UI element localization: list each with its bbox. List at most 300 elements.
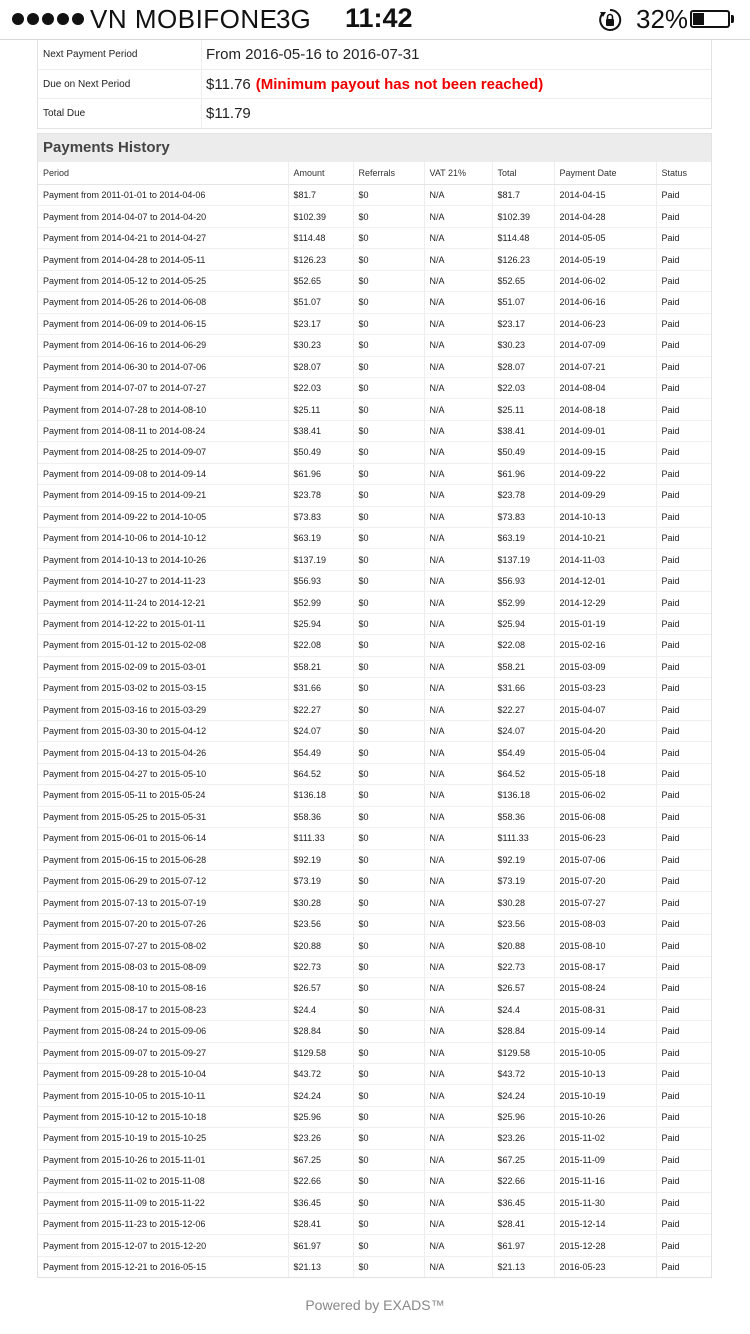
cell-vat: N/A xyxy=(424,720,492,741)
cell-amount: $52.65 xyxy=(288,270,353,291)
cell-total: $25.11 xyxy=(492,399,554,420)
cell-period: Payment from 2015-04-27 to 2015-05-10 xyxy=(38,763,288,784)
cell-vat: N/A xyxy=(424,699,492,720)
cell-period: Payment from 2014-12-22 to 2015-01-11 xyxy=(38,613,288,634)
table-row xyxy=(38,335,711,356)
cell-payment-date: 2015-07-27 xyxy=(554,892,656,913)
cell-status: Paid xyxy=(656,1063,711,1084)
cell-period: Payment from 2014-09-08 to 2014-09-14 xyxy=(38,463,288,484)
cell-referrals: $0 xyxy=(353,720,424,741)
table-row xyxy=(38,528,711,549)
cell-vat: N/A xyxy=(424,356,492,377)
cell-period: Payment from 2015-05-25 to 2015-05-31 xyxy=(38,806,288,827)
cell-amount: $61.97 xyxy=(288,1235,353,1256)
cell-amount: $24.24 xyxy=(288,1085,353,1106)
cell-status: Paid xyxy=(656,1106,711,1127)
cell-vat: N/A xyxy=(424,592,492,613)
table-row xyxy=(38,1256,711,1277)
cell-payment-date: 2015-11-09 xyxy=(554,1149,656,1170)
cell-payment-date: 2014-09-01 xyxy=(554,420,656,441)
cell-status: Paid xyxy=(656,656,711,677)
cell-referrals: $0 xyxy=(353,420,424,441)
cell-total: $73.83 xyxy=(492,506,554,527)
signal-dots-icon xyxy=(12,13,84,25)
cell-status: Paid xyxy=(656,742,711,763)
cell-amount: $25.96 xyxy=(288,1106,353,1127)
summary-label: Due on Next Period xyxy=(43,78,131,90)
cell-amount: $23.56 xyxy=(288,913,353,934)
cell-status: Paid xyxy=(656,849,711,870)
cell-referrals: $0 xyxy=(353,892,424,913)
network-type: 3G xyxy=(276,4,311,34)
cell-referrals: $0 xyxy=(353,377,424,398)
cell-payment-date: 2015-03-09 xyxy=(554,656,656,677)
cell-referrals: $0 xyxy=(353,1021,424,1042)
cell-status: Paid xyxy=(656,185,711,206)
cell-period: Payment from 2011-01-01 to 2014-04-06 xyxy=(38,185,288,206)
cell-period: Payment from 2014-04-07 to 2014-04-20 xyxy=(38,206,288,227)
cell-status: Paid xyxy=(656,506,711,527)
cell-total: $20.88 xyxy=(492,935,554,956)
table-row xyxy=(38,570,711,591)
cell-amount: $67.25 xyxy=(288,1149,353,1170)
cell-amount: $114.48 xyxy=(288,227,353,248)
table-row xyxy=(38,1149,711,1170)
cell-total: $22.66 xyxy=(492,1171,554,1192)
cell-amount: $25.94 xyxy=(288,613,353,634)
cell-vat: N/A xyxy=(424,528,492,549)
cell-status: Paid xyxy=(656,1214,711,1235)
table-row xyxy=(38,356,711,377)
cell-payment-date: 2015-12-14 xyxy=(554,1214,656,1235)
cell-period: Payment from 2014-08-25 to 2014-09-07 xyxy=(38,442,288,463)
cell-status: Paid xyxy=(656,292,711,313)
cell-total: $21.13 xyxy=(492,1256,554,1277)
cell-total: $28.41 xyxy=(492,1214,554,1235)
summary-label: Total Due xyxy=(43,108,86,120)
cell-status: Paid xyxy=(656,592,711,613)
cell-total: $67.25 xyxy=(492,1149,554,1170)
cell-period: Payment from 2015-07-20 to 2015-07-26 xyxy=(38,913,288,934)
cell-payment-date: 2015-09-14 xyxy=(554,1021,656,1042)
table-row xyxy=(38,185,711,206)
cell-total: $111.33 xyxy=(492,828,554,849)
table-row xyxy=(38,549,711,570)
cell-amount: $22.08 xyxy=(288,635,353,656)
cell-total: $54.49 xyxy=(492,742,554,763)
cell-status: Paid xyxy=(656,442,711,463)
cell-amount: $63.19 xyxy=(288,528,353,549)
cell-amount: $22.73 xyxy=(288,956,353,977)
cell-period: Payment from 2014-07-28 to 2014-08-10 xyxy=(38,399,288,420)
cell-amount: $31.66 xyxy=(288,678,353,699)
table-row xyxy=(38,1063,711,1084)
cell-referrals: $0 xyxy=(353,656,424,677)
table-row xyxy=(38,592,711,613)
cell-referrals: $0 xyxy=(353,356,424,377)
cell-payment-date: 2014-09-29 xyxy=(554,485,656,506)
cell-total: $58.36 xyxy=(492,806,554,827)
cell-referrals: $0 xyxy=(353,871,424,892)
cell-amount: $73.19 xyxy=(288,871,353,892)
cell-payment-date: 2015-12-28 xyxy=(554,1235,656,1256)
summary-value xyxy=(201,70,711,99)
cell-status: Paid xyxy=(656,313,711,334)
column-header-total: Total xyxy=(492,162,554,185)
cell-status: Paid xyxy=(656,635,711,656)
payments-table xyxy=(38,162,711,1277)
cell-period: Payment from 2015-08-10 to 2015-08-16 xyxy=(38,978,288,999)
cell-status: Paid xyxy=(656,956,711,977)
cell-period: Payment from 2015-10-12 to 2015-10-18 xyxy=(38,1106,288,1127)
cell-status: Paid xyxy=(656,871,711,892)
cell-status: Paid xyxy=(656,763,711,784)
cell-amount: $58.36 xyxy=(288,806,353,827)
cell-total: $36.45 xyxy=(492,1192,554,1213)
cell-referrals: $0 xyxy=(353,1106,424,1127)
cell-total: $22.08 xyxy=(492,635,554,656)
table-row xyxy=(38,292,711,313)
cell-period: Payment from 2014-10-06 to 2014-10-12 xyxy=(38,528,288,549)
cell-amount: $36.45 xyxy=(288,1192,353,1213)
cell-amount: $73.83 xyxy=(288,506,353,527)
cell-status: Paid xyxy=(656,249,711,270)
cell-vat: N/A xyxy=(424,635,492,656)
cell-total: $23.17 xyxy=(492,313,554,334)
table-row xyxy=(38,1085,711,1106)
cell-referrals: $0 xyxy=(353,956,424,977)
cell-period: Payment from 2014-08-11 to 2014-08-24 xyxy=(38,420,288,441)
cell-payment-date: 2014-10-13 xyxy=(554,506,656,527)
table-row xyxy=(38,699,711,720)
cell-payment-date: 2014-09-15 xyxy=(554,442,656,463)
cell-status: Paid xyxy=(656,699,711,720)
table-row xyxy=(38,656,711,677)
cell-period: Payment from 2015-11-23 to 2015-12-06 xyxy=(38,1214,288,1235)
cell-referrals: $0 xyxy=(353,292,424,313)
cell-total: $52.65 xyxy=(492,270,554,291)
cell-amount: $51.07 xyxy=(288,292,353,313)
cell-amount: $61.96 xyxy=(288,463,353,484)
cell-payment-date: 2015-06-02 xyxy=(554,785,656,806)
column-header-referrals: Referrals xyxy=(353,162,424,185)
cell-amount: $30.28 xyxy=(288,892,353,913)
cell-vat: N/A xyxy=(424,806,492,827)
table-row xyxy=(38,956,711,977)
cell-period: Payment from 2014-06-09 to 2014-06-15 xyxy=(38,313,288,334)
cell-payment-date: 2015-06-23 xyxy=(554,828,656,849)
table-row xyxy=(38,270,711,291)
cell-payment-date: 2015-10-13 xyxy=(554,1063,656,1084)
cell-vat: N/A xyxy=(424,1149,492,1170)
table-row xyxy=(38,463,711,484)
cell-period: Payment from 2014-04-21 to 2014-04-27 xyxy=(38,227,288,248)
cell-total: $31.66 xyxy=(492,678,554,699)
cell-period: Payment from 2015-08-24 to 2015-09-06 xyxy=(38,1021,288,1042)
cell-referrals: $0 xyxy=(353,785,424,806)
cell-status: Paid xyxy=(656,978,711,999)
cell-payment-date: 2016-05-23 xyxy=(554,1256,656,1277)
cell-amount: $24.4 xyxy=(288,999,353,1020)
cell-total: $22.03 xyxy=(492,377,554,398)
summary-row-due-next xyxy=(38,70,711,100)
cell-vat: N/A xyxy=(424,420,492,441)
cell-period: Payment from 2015-11-09 to 2015-11-22 xyxy=(38,1192,288,1213)
cell-referrals: $0 xyxy=(353,270,424,291)
cell-vat: N/A xyxy=(424,1106,492,1127)
cell-period: Payment from 2015-10-05 to 2015-10-11 xyxy=(38,1085,288,1106)
cell-vat: N/A xyxy=(424,485,492,506)
table-row xyxy=(38,1021,711,1042)
cell-status: Paid xyxy=(656,485,711,506)
cell-total: $22.73 xyxy=(492,956,554,977)
cell-vat: N/A xyxy=(424,1021,492,1042)
cell-total: $126.23 xyxy=(492,249,554,270)
cell-total: $23.78 xyxy=(492,485,554,506)
clock: 11:42 xyxy=(345,3,413,33)
cell-amount: $30.23 xyxy=(288,335,353,356)
cell-vat: N/A xyxy=(424,442,492,463)
cell-amount: $23.17 xyxy=(288,313,353,334)
cell-total: $136.18 xyxy=(492,785,554,806)
table-row xyxy=(38,1128,711,1149)
minimum-payout-warning: (Minimum payout has not been reached) xyxy=(255,75,544,93)
summary-label: Next Payment Period xyxy=(43,48,138,60)
table-row xyxy=(38,506,711,527)
cell-referrals: $0 xyxy=(353,999,424,1020)
cell-vat: N/A xyxy=(424,399,492,420)
cell-payment-date: 2015-11-16 xyxy=(554,1171,656,1192)
cell-referrals: $0 xyxy=(353,1214,424,1235)
cell-status: Paid xyxy=(661,1262,680,1273)
summary-amount: $11.76 xyxy=(206,75,251,93)
cell-total: $25.94 xyxy=(492,613,554,634)
cell-vat: N/A xyxy=(424,1192,492,1213)
cell-period: Payment from 2015-03-02 to 2015-03-15 xyxy=(38,678,288,699)
cell-status: Paid xyxy=(656,828,711,849)
cell-vat: N/A xyxy=(424,849,492,870)
cell-status: Paid xyxy=(656,528,711,549)
payments-history xyxy=(37,133,712,1278)
cell-amount: $137.19 xyxy=(288,549,353,570)
cell-referrals: $0 xyxy=(353,1063,424,1084)
cell-status: Paid xyxy=(656,613,711,634)
cell-payment-date: 2014-09-22 xyxy=(554,463,656,484)
summary-value xyxy=(201,40,711,69)
cell-vat: N/A xyxy=(424,335,492,356)
cell-referrals: $0 xyxy=(353,935,424,956)
cell-period: Payment from 2014-05-26 to 2014-06-08 xyxy=(38,292,288,313)
cell-period: Payment from 2014-07-07 to 2014-07-27 xyxy=(38,377,288,398)
cell-referrals: $0 xyxy=(353,1171,424,1192)
cell-referrals: $0 xyxy=(353,913,424,934)
cell-referrals: $0 xyxy=(353,1235,424,1256)
column-header-period: Period xyxy=(38,162,288,185)
cell-amount: $43.72 xyxy=(288,1063,353,1084)
cell-referrals: $0 xyxy=(353,699,424,720)
cell-total: $61.96 xyxy=(492,463,554,484)
cell-payment-date: 2015-11-30 xyxy=(554,1192,656,1213)
cell-period: Payment from 2014-06-30 to 2014-07-06 xyxy=(38,356,288,377)
cell-amount: $26.57 xyxy=(288,978,353,999)
cell-total: $28.84 xyxy=(492,1021,554,1042)
table-row xyxy=(38,720,711,741)
cell-status: Paid xyxy=(656,420,711,441)
column-header-payment-date: Payment Date xyxy=(554,162,656,185)
cell-payment-date: 2015-06-08 xyxy=(554,806,656,827)
cell-total: $25.96 xyxy=(492,1106,554,1127)
cell-referrals: $0 xyxy=(353,806,424,827)
cell-total: $24.4 xyxy=(492,999,554,1020)
cell-total: $64.52 xyxy=(492,763,554,784)
cell-vat: N/A xyxy=(424,313,492,334)
cell-status: Paid xyxy=(656,1128,711,1149)
cell-vat: N/A xyxy=(424,999,492,1020)
cell-period: Payment from 2015-07-27 to 2015-08-02 xyxy=(38,935,288,956)
cell-period: Payment from 2014-05-12 to 2014-05-25 xyxy=(38,270,288,291)
cell-referrals: $0 xyxy=(353,742,424,763)
cell-vat: N/A xyxy=(424,206,492,227)
cell-amount: $28.41 xyxy=(288,1214,353,1235)
cell-payment-date: 2014-07-09 xyxy=(554,335,656,356)
cell-vat: N/A xyxy=(424,1063,492,1084)
cell-referrals: $0 xyxy=(353,849,424,870)
cell-status: Paid xyxy=(656,1235,711,1256)
table-row xyxy=(38,485,711,506)
battery-level xyxy=(693,13,704,25)
cell-vat: N/A xyxy=(424,956,492,977)
cell-status: Paid xyxy=(656,935,711,956)
table-row xyxy=(38,635,711,656)
cell-vat: N/A xyxy=(424,1042,492,1063)
cell-payment-date: 2014-05-05 xyxy=(554,227,656,248)
cell-vat: N/A xyxy=(424,892,492,913)
cell-total: $24.07 xyxy=(492,720,554,741)
cell-amount: $64.52 xyxy=(288,763,353,784)
table-row xyxy=(38,399,711,420)
cell-period: Payment from 2015-06-15 to 2015-06-28 xyxy=(38,849,288,870)
table-row xyxy=(38,613,711,634)
cell-period: Payment from 2015-09-07 to 2015-09-27 xyxy=(38,1042,288,1063)
cell-vat: N/A xyxy=(424,1171,492,1192)
cell-payment-date: 2014-06-23 xyxy=(554,313,656,334)
cell-vat: N/A xyxy=(424,1256,492,1277)
cell-payment-date: 2015-02-16 xyxy=(554,635,656,656)
table-row xyxy=(38,763,711,784)
cell-period: Payment from 2015-06-01 to 2015-06-14 xyxy=(38,828,288,849)
cell-payment-date: 2014-06-02 xyxy=(554,270,656,291)
cell-referrals: $0 xyxy=(353,1192,424,1213)
table-row xyxy=(38,978,711,999)
cell-payment-date: 2014-08-04 xyxy=(554,377,656,398)
cell-referrals: $0 xyxy=(353,592,424,613)
cell-vat: N/A xyxy=(424,742,492,763)
cell-amount: $24.07 xyxy=(288,720,353,741)
cell-referrals: $0 xyxy=(353,249,424,270)
table-row xyxy=(38,913,711,934)
cell-payment-date: 2014-11-03 xyxy=(554,549,656,570)
cell-amount: $81.7 xyxy=(288,185,353,206)
cell-referrals: $0 xyxy=(353,313,424,334)
cell-amount: $28.84 xyxy=(288,1021,353,1042)
table-row xyxy=(38,999,711,1020)
cell-referrals: $0 xyxy=(353,485,424,506)
cell-vat: N/A xyxy=(424,377,492,398)
cell-total: $38.41 xyxy=(492,420,554,441)
cell-amount: $25.11 xyxy=(288,399,353,420)
table-row xyxy=(38,227,711,248)
summary-amount: $11.79 xyxy=(206,105,251,123)
cell-amount: $126.23 xyxy=(288,249,353,270)
cell-period: Payment from 2014-10-13 to 2014-10-26 xyxy=(38,549,288,570)
cell-referrals: $0 xyxy=(353,335,424,356)
cell-amount: $58.21 xyxy=(288,656,353,677)
cell-payment-date: 2015-08-31 xyxy=(554,999,656,1020)
cell-vat: N/A xyxy=(424,1128,492,1149)
status-bar xyxy=(0,0,750,40)
cell-status: Paid xyxy=(656,335,711,356)
cell-total: $24.24 xyxy=(492,1085,554,1106)
cell-status: Paid xyxy=(656,785,711,806)
cell-amount: $129.58 xyxy=(288,1042,353,1063)
cell-referrals: $0 xyxy=(353,1128,424,1149)
cell-payment-date: 2015-05-18 xyxy=(554,763,656,784)
cell-amount: $54.49 xyxy=(288,742,353,763)
table-row xyxy=(38,1106,711,1127)
cell-referrals: $0 xyxy=(353,635,424,656)
cell-total: $50.49 xyxy=(492,442,554,463)
cell-total: $92.19 xyxy=(492,849,554,870)
battery-percent: 32% xyxy=(636,4,689,34)
table-row xyxy=(38,442,711,463)
cell-vat: N/A xyxy=(424,227,492,248)
table-row xyxy=(38,206,711,227)
summary-amount: From 2016-05-16 to 2016-07-31 xyxy=(206,45,420,63)
column-header-vat: VAT 21% xyxy=(424,162,492,185)
cell-referrals: $0 xyxy=(353,570,424,591)
cell-payment-date: 2014-07-21 xyxy=(554,356,656,377)
cell-amount: $23.26 xyxy=(288,1128,353,1149)
cell-total: $30.28 xyxy=(492,892,554,913)
table-row xyxy=(38,1214,711,1235)
table-row xyxy=(38,806,711,827)
cell-amount: $136.18 xyxy=(288,785,353,806)
cell-payment-date: 2015-08-17 xyxy=(554,956,656,977)
summary-value xyxy=(201,99,711,128)
cell-period: Payment from 2015-08-17 to 2015-08-23 xyxy=(38,999,288,1020)
cell-period: Payment from 2015-07-13 to 2015-07-19 xyxy=(38,892,288,913)
cell-vat: N/A xyxy=(424,549,492,570)
cell-payment-date: 2014-05-19 xyxy=(554,249,656,270)
cell-payment-date: 2014-04-15 xyxy=(554,185,656,206)
cell-period: Payment from 2015-09-28 to 2015-10-04 xyxy=(38,1063,288,1084)
cell-status: Paid xyxy=(656,806,711,827)
cell-vat: N/A xyxy=(424,1214,492,1235)
cell-amount: $22.66 xyxy=(288,1171,353,1192)
table-row xyxy=(38,1235,711,1256)
cell-status: Paid xyxy=(656,549,711,570)
cell-referrals: $0 xyxy=(353,1042,424,1063)
cell-payment-date: 2014-12-01 xyxy=(554,570,656,591)
cell-period: Payment from 2015-12-07 to 2015-12-20 xyxy=(38,1235,288,1256)
cell-vat: N/A xyxy=(424,613,492,634)
cell-referrals: $0 xyxy=(353,763,424,784)
cell-period: Payment from 2014-10-27 to 2014-11-23 xyxy=(38,570,288,591)
cell-period: Payment from 2015-03-30 to 2015-04-12 xyxy=(38,720,288,741)
cell-vat: N/A xyxy=(424,978,492,999)
cell-total: $52.99 xyxy=(492,592,554,613)
cell-total: $26.57 xyxy=(492,978,554,999)
